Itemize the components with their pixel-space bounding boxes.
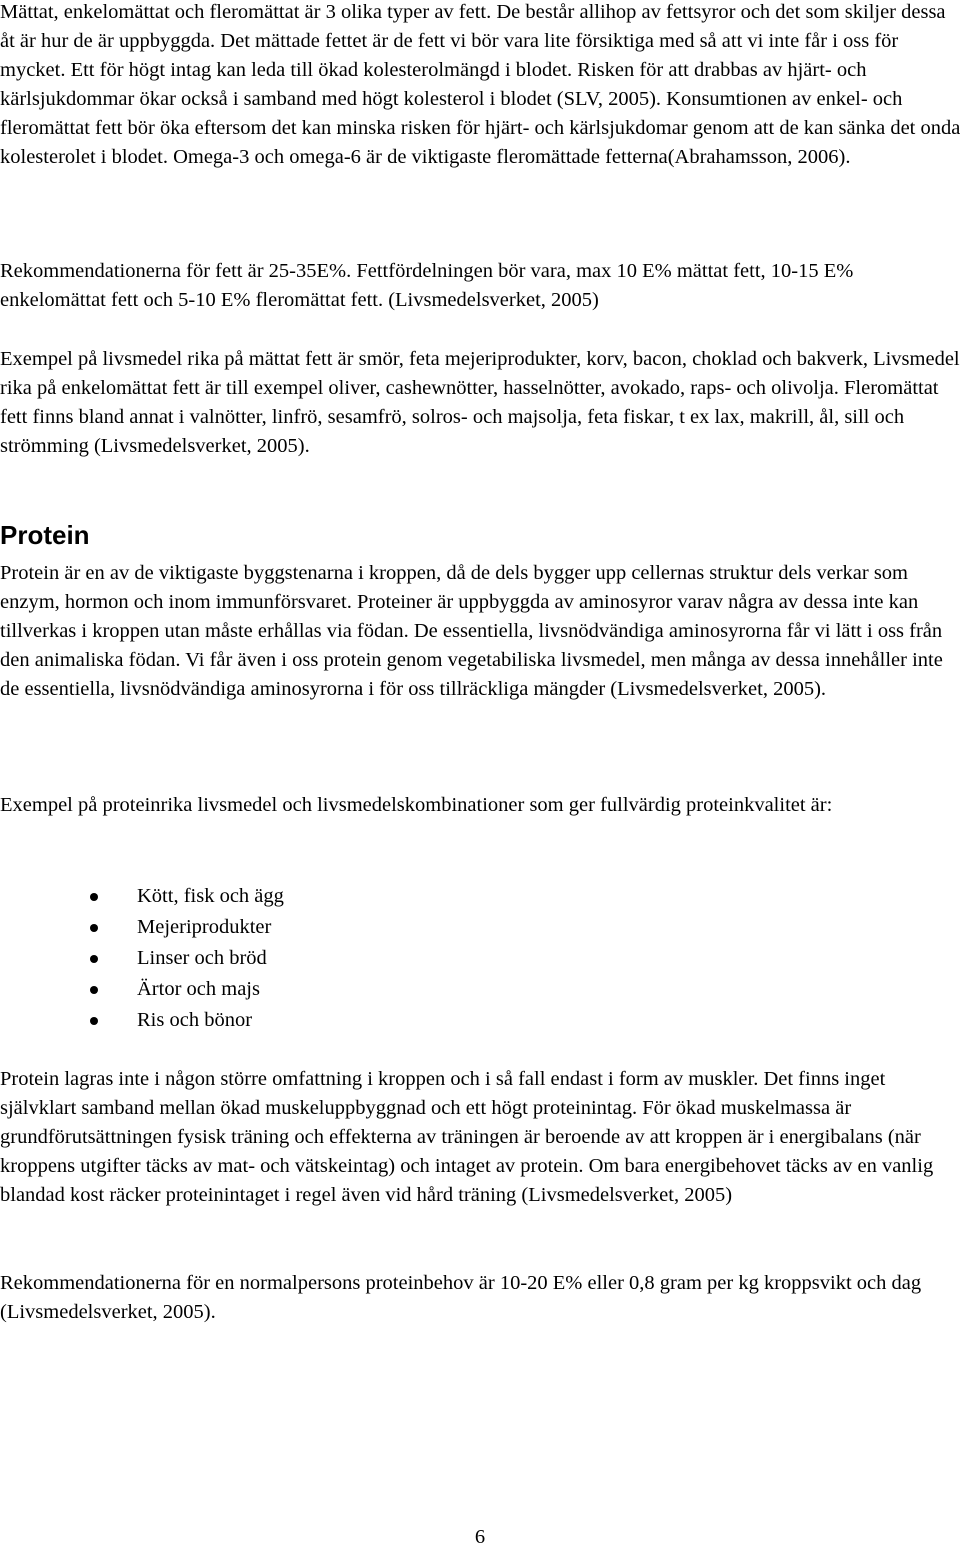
bullet-icon — [90, 893, 98, 901]
section-heading-protein: Protein — [0, 520, 90, 550]
list-item-label: Mejeriprodukter — [137, 916, 272, 938]
list-item-label: Ris och bönor — [137, 1009, 253, 1031]
fat-recommendations-paragraph: Rekommendationerna för fett är 25-35E%. Fettfördelningen bör vara, max 10 E% mättat fett, 10-15 E% enkelomättat fett och 5-10 E% fleromättat fett. (Livsmedelsverket, 2005) — [0, 260, 854, 311]
list-item — [0, 881, 960, 912]
protein-examples-intro-paragraph: Exempel på proteinrika livsmedel och livsmedelskombinationer som ger fullvärdig proteinkvalitet är: — [0, 794, 833, 816]
bullet-icon — [90, 986, 98, 994]
list-item — [0, 974, 960, 1005]
protein-intro-paragraph: Protein är en av de viktigaste byggstenarna i kroppen, då de dels bygger upp cellernas struktur dels verkar som enzym, hormon och inom immunförsvaret. Proteiner är uppbyggda av aminosyror varav några av dessa inte kan tillverkas i kroppen utan måste erhållas via födan. De essentiella, livsnödvändiga aminosyrorna får vi lätt i oss från den animaliska födan. Vi får även i oss protein genom vegetabiliska livsmedel, men många av dessa innehåller inte de essentiella, livsnödvändiga aminosyrorna i för oss tillräckliga mängder (Livsmedelsverket, 2005). — [0, 562, 943, 700]
list-item-label: Kött, fisk och ägg — [137, 885, 284, 907]
page-number: 6 — [474, 1526, 486, 1548]
protein-recommendation-paragraph: Rekommendationerna för en normalpersons proteinbehov är 10-20 E% eller 0,8 gram per kg kroppsvikt och dag (Livsmedelsverket, 2005). — [0, 1272, 922, 1323]
list-item — [0, 943, 960, 974]
bullet-icon — [90, 955, 98, 963]
list-item — [0, 912, 960, 943]
fat-intro-paragraph: Mättat, enkelomättat och fleromättat är 3 olika typer av fett. De består allihop av fettsyror och det som skiljer dessa åt är hur de är uppbyggda. Det mättade fettet är de fett vi bör vara lite försiktiga med så att vi inte får i oss för mycket. Ett för högt intag kan leda till ökad kolesterolmängd i blodet. Risken för att drabbas av hjärt- och kärlsjukdommar ökar också i samband med högt kolesterol i blodet (SLV, 2005). Konsumtionen av enkel- och fleromättat fett bör öka eftersom det kan minska risken för hjärt- och kärlsjukdomar genom att de kan sänka det onda kolesterolet i blodet. Omega-3 och omega-6 är de viktigaste fleromättade fetterna(Abrahamsson, 2006). — [0, 1, 960, 168]
list-item-label: Linser och bröd — [137, 947, 267, 969]
protein-storage-paragraph: Protein lagras inte i någon större omfattning i kroppen och i så fall endast i form av muskler. Det finns inget självklart samband mellan ökad muskeluppbyggnad och ett högt proteinintag. För ökad muskelmassa är grundförutsättningen fysisk träning och effekterna av träningen är beroende av att kroppen är i energibalans (när kroppens utgifter täcks av mat- och vätskeintag) och intaget av protein. Om bara energibehovet täcks av en vanlig blandad kost räcker proteinintaget i regel även vid hård träning (Livsmedelsverket, 2005) — [0, 1068, 934, 1206]
list-item — [0, 1005, 960, 1036]
fat-examples-paragraph: Exempel på livsmedel rika på mättat fett är smör, feta mejeriprodukter, korv, bacon, choklad och bakverk, Livsmedel rika på enkelomättat fett är till exempel oliver, cashewnötter, hasselnötter, avokado, raps- och olivolja. Fleromättat fett finns bland annat i valnötter, linfrö, sesamfrö, solros- och majsolja, feta fiskar, t ex lax, makrill, ål, sill och strömming (Livsmedelsverket, 2005). — [0, 348, 960, 457]
protein-foods-list — [0, 881, 960, 1036]
bullet-icon — [90, 1017, 98, 1025]
bullet-icon — [90, 924, 98, 932]
list-item-label: Ärtor och majs — [137, 978, 260, 1000]
